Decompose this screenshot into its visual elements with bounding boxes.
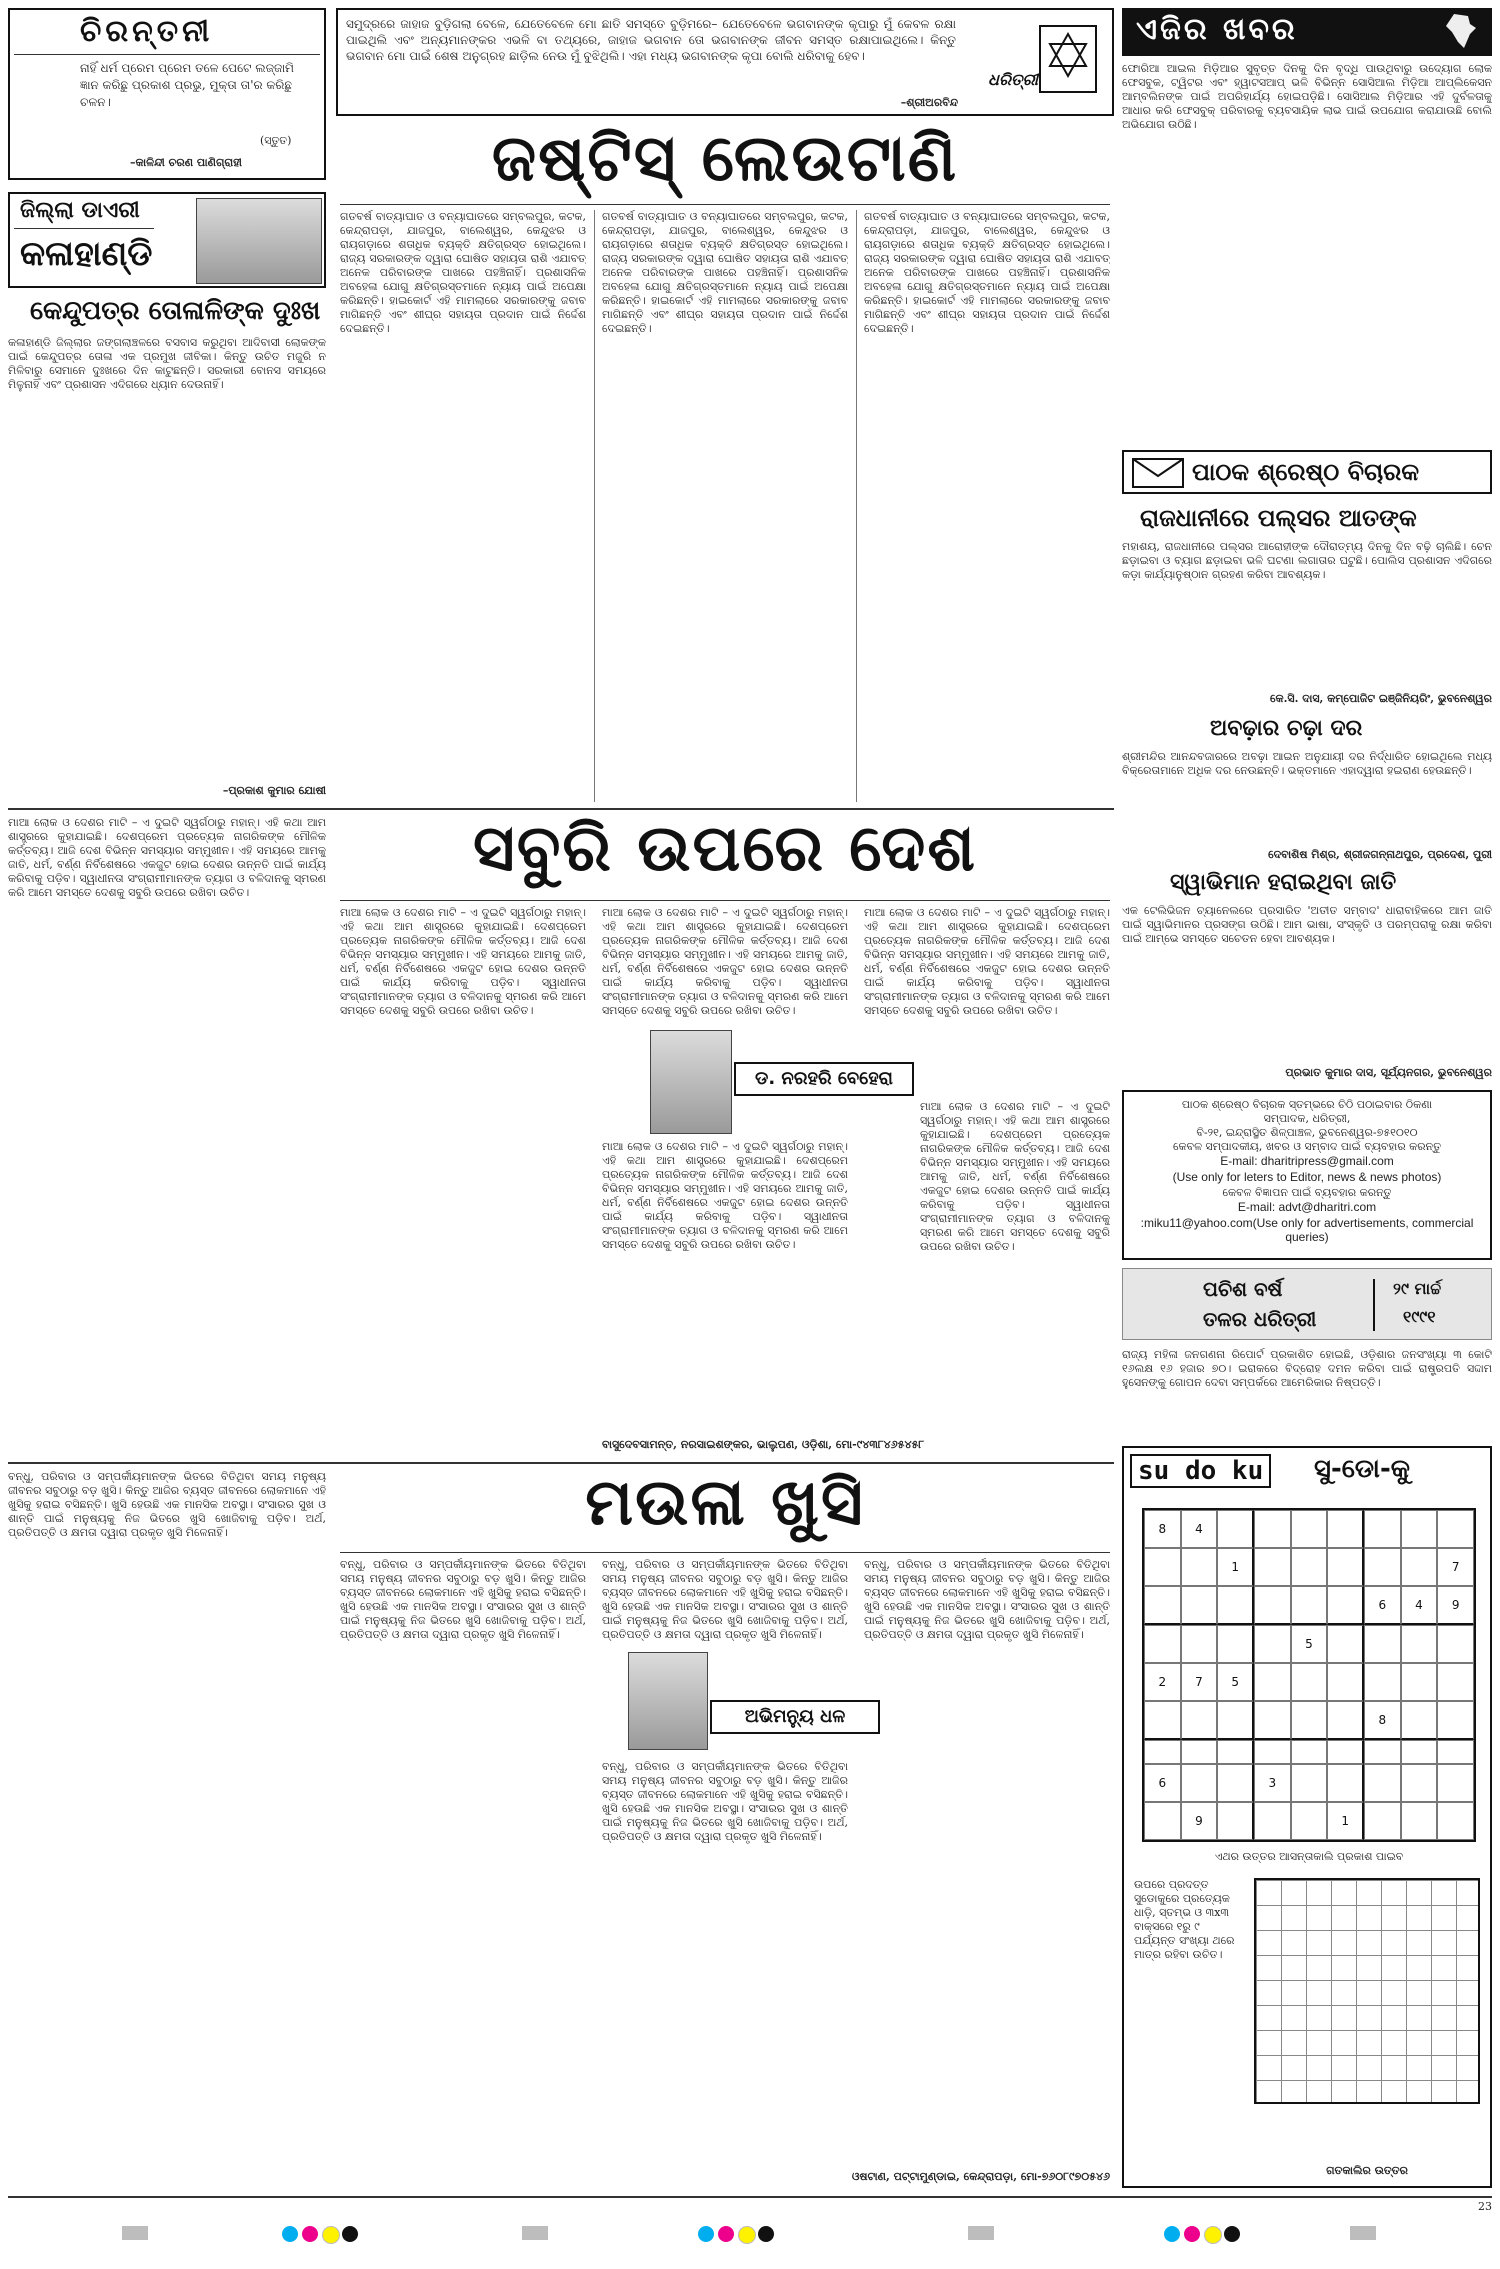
letter3-title: ସ୍ୱାଭିମାନ ହରାଇଥିବା ଜାତି <box>1170 870 1397 895</box>
footer-magenta-dot-2 <box>718 2226 734 2242</box>
footer-yellow-dot-2 <box>738 2226 756 2244</box>
sudoku-cell[interactable] <box>1401 1802 1438 1840</box>
sudoku-cell[interactable] <box>1254 1701 1291 1740</box>
footer-magenta-dot-3 <box>1184 2226 1200 2242</box>
sudoku-cell[interactable] <box>1437 1740 1474 1764</box>
sudoku-caption: ଏଥର ଉତ୍ତର ଆସନ୍ତାକାଲି ପ୍ରକାଶ ପାଇବ <box>1214 1850 1404 1863</box>
sudoku-answer-label: ଗତକାଲିର ଉତ୍ତର <box>1326 2164 1408 2177</box>
sudoku-cell[interactable]: 4 <box>1401 1586 1438 1625</box>
sudoku-cell[interactable] <box>1291 1663 1328 1701</box>
pachisa-banner <box>1122 1268 1492 1340</box>
sudoku-cell[interactable] <box>1217 1625 1254 1663</box>
maula-address: ଓଷଟାଣ, ପଟ୍ଟାମୁଣ୍ଡାଇ, କେନ୍ଦ୍ରାପଡ଼ା, ମୋ-୭୬୦୮୯୭୦୫୪୬ <box>851 2170 1110 2183</box>
footer-cyan-dot-3 <box>1164 2226 1180 2242</box>
sabuji-author-box <box>734 1062 914 1096</box>
sudoku-cell[interactable] <box>1254 1802 1291 1840</box>
sabuji-col-2: ମାଆ ଲୋକ ଓ ଦେଶର ମାଟି – ଏ ଦୁଇଟି ସ୍ୱର୍ଗଠାରୁ ମହାନ୍। ଏହି କଥା ଆମ ଶାସ୍ତ୍ରରେ କୁହାଯାଇଛି। ଦେଶପ୍ରେମ ପ୍ରତ୍ୟେକ ନାଗରିକଙ୍କ ମୌଳିକ କର୍ତ୍ତବ୍ୟ। ଆଜି ଦେଶ ବିଭିନ୍ନ ସମସ୍ୟାର ସମ୍ମୁଖୀନ। ଏହି ସମୟରେ ଆମକୁ ଜାତି, ଧର୍ମ, ବର୍ଣ୍ଣ ନିର୍ବିଶେଷରେ ଏକଜୁଟ ହୋଇ ଦେଶର ଉନ୍ନତି ପାଇଁ କାର୍ଯ୍ୟ କରିବାକୁ ପଡ଼ିବ। ସ୍ୱାଧୀନତା ସଂଗ୍ରାମୀମାନଙ୍କ ତ୍ୟାଗ ଓ ବଳିଦାନକୁ ସ୍ମରଣ କରି ଆମେ ସମସ୍ତେ ଦେଶକୁ ସବୁରି ଉପରେ ରଖିବା ଉଚିତ। <box>340 906 586 1017</box>
sudoku-cell[interactable] <box>1291 1764 1328 1802</box>
footer-black-dot <box>342 2226 358 2242</box>
sudoku-cell[interactable] <box>1327 1701 1364 1740</box>
sudoku-cell[interactable] <box>1401 1740 1438 1764</box>
contact-line-5: କେବଳ ବିଜ୍ଞାପନ ପାଇଁ ବ୍ୟବହାର କରନ୍ତୁ <box>1222 1186 1392 1199</box>
sudoku-cell[interactable] <box>1217 1764 1254 1802</box>
pachisa-divider <box>1373 1279 1375 1331</box>
sudoku-cell[interactable]: 6 <box>1144 1764 1181 1802</box>
sudoku-cell[interactable] <box>1181 1740 1218 1764</box>
sudoku-cell[interactable] <box>1364 1625 1401 1663</box>
sudoku-cell[interactable] <box>1327 1548 1364 1586</box>
footer-grey-block-2 <box>522 2226 548 2240</box>
pathaka-title: ପାଠକ ଶ୍ରେଷ୍ଠ ବିଚାରକ <box>1192 458 1420 486</box>
sudoku-cell[interactable] <box>1401 1625 1438 1663</box>
sudoku-cell[interactable] <box>1437 1764 1474 1802</box>
sudoku-cell[interactable] <box>1217 1510 1254 1548</box>
letter2-title: ଅବଢ଼ାର ଚଢ଼ା ଦର <box>1210 716 1363 741</box>
zilla-diary-author: –ପ୍ରକାଶ କୁମାର ଯୋଷୀ <box>222 784 326 797</box>
footer-grey-block-1 <box>122 2226 148 2240</box>
footer-grey-block-3 <box>968 2226 994 2240</box>
maula-author-name: ଅଭିମନ୍ୟୁ ଧଳ <box>744 1706 846 1727</box>
contact-box <box>1122 1090 1492 1260</box>
contact-line-2: ସମ୍ପାଦକ, ଧରିତ୍ରୀ, <box>1263 1112 1351 1125</box>
sabuji-address: ବାସୁଦେବସାମନ୍ତ, ନରସାଇଶଙ୍କର, ଭାଲୁପଣ, ଓଡ଼ିଶା, ମୋ-୯୪୩୮୪୬୫୪୫୮ <box>602 1438 925 1451</box>
maula-headline: ମଉଳା ଖୁସି <box>585 1466 865 1540</box>
sabuji-col-1: ମାଆ ଲୋକ ଓ ଦେଶର ମାଟି – ଏ ଦୁଇଟି ସ୍ୱର୍ଗଠାରୁ ମହାନ୍। ଏହି କଥା ଆମ ଶାସ୍ତ୍ରରେ କୁହାଯାଇଛି। ଦେଶପ୍ରେମ ପ୍ରତ୍ୟେକ ନାଗରିକଙ୍କ ମୌଳିକ କର୍ତ୍ତବ୍ୟ। ଆଜି ଦେଶ ବିଭିନ୍ନ ସମସ୍ୟାର ସମ୍ମୁଖୀନ। ଏହି ସମୟରେ ଆମକୁ ଜାତି, ଧର୍ମ, ବର୍ଣ୍ଣ ନିର୍ବିଶେଷରେ ଏକଜୁଟ ହୋଇ ଦେଶର ଉନ୍ନତି ପାଇଁ କାର୍ଯ୍ୟ କରିବାକୁ ପଡ଼ିବ। ସ୍ୱାଧୀନତା ସଂଗ୍ରାମୀମାନଙ୍କ ତ୍ୟାଗ ଓ ବଳିଦାନକୁ ସ୍ମରଣ କରି ଆମେ ସମସ୍ତେ ଦେଶକୁ ସବୁରି ଉପରେ ରଖିବା ଉଚିତ। <box>8 816 326 899</box>
sudoku-cell[interactable] <box>1254 1625 1291 1663</box>
sudoku-cell[interactable] <box>1144 1625 1181 1663</box>
sudoku-cell[interactable] <box>1327 1663 1364 1701</box>
sudoku-cell[interactable]: 9 <box>1437 1586 1474 1625</box>
sudoku-cell[interactable] <box>1364 1740 1401 1764</box>
ajira-khabar-text: ଫୋରିଆ ଆଇଲ ମିଡ଼ିଆର ସୁବୃତ୍ତ ଦିନକୁ ଦିନ ବୃଦ୍ଧି ପାଉଥିବାରୁ ଉଦ୍ୟୋଗ ଲୋକ ଫେସବୁକ, ଟ୍ୱିଟର ଏବଂ ହ୍ୱାଟସଆପ୍ ଭଳି ବିଭିନ୍ନ ସୋସିଆଲ ମିଡ଼ିଆ ଆପ୍ଲିକେସନ ଆମ୍ବଲିନଙ୍କ ପାଇଁ ଅପରିହାର୍ଯ୍ୟ ହୋଇପଡ଼ିଛି। ସୋସିଆଲ ମିଡ଼ିଆର ଏହି ଦୁର୍ବଳତାକୁ ଆଧାର କରି ଫେସବୁକ୍ ପରିବାରକୁ ବ୍ୟବସାୟିକ ଲାଭ ପାଇଁ ଉପଯୋଗ କରାଯାଉଛି ବୋଲି ଅଭିଯୋଗ ଉଠିଛି। <box>1122 62 1492 131</box>
top-quote-box <box>336 8 1114 116</box>
footer-black-dot-3 <box>1224 2226 1240 2242</box>
chirantani-author: –କାଳିନ୍ଦୀ ଚରଣ ପାଣିଗ୍ରାହୀ <box>130 156 242 169</box>
pachisa-date-2: ୧୯୯୧ <box>1403 1307 1436 1326</box>
chirantani-title: ଚିରନ୍ତନୀ <box>80 14 214 49</box>
chirantani-text: ନାହିଁ ଧର୍ମ ପ୍ରେମ ପ୍ରେମ ତଳେ ପେଟେ ଲଜ୍ଜାମି ଜ୍ଞାନ କରିଛୁ ପ୍ରକାଶ ପ୍ରଭୁ, ମୁକ୍ତା ତା'ର କରିଛୁ ଚଳନ। <box>80 61 295 109</box>
sudoku-cell[interactable]: 1 <box>1327 1802 1364 1840</box>
sudoku-cell[interactable] <box>1144 1586 1181 1625</box>
sudoku-cell[interactable] <box>1364 1510 1401 1548</box>
justice-col-2: ଗତବର୍ଷ ବାତ୍ୟାଘାତ ଓ ବନ୍ୟାଘାତରେ ସମ୍ବଲପୁର, କଟକ, କେନ୍ଦ୍ରାପଡ଼ା, ଯାଜପୁର, ବାଲେଶ୍ୱର, କେନ୍ଦୁଝର ଓ ରାୟଗଡ଼ାରେ ଶତାଧିକ ବ୍ୟକ୍ତି କ୍ଷତିଗ୍ରସ୍ତ ହୋଇଥିଲେ। ରାଜ୍ୟ ସରକାରଙ୍କ ଦ୍ୱାରା ଘୋଷିତ ସହାୟତା ରାଶି ଏଯାବତ୍ ଅନେକ ପରିବାରଙ୍କ ପାଖରେ ପହଞ୍ଚିନାହିଁ। ପ୍ରଶାସନିକ ଅବହେଳା ଯୋଗୁ କ୍ଷତିଗ୍ରସ୍ତମାନେ ନ୍ୟାୟ ପାଇଁ ଅପେକ୍ଷା କରିଛନ୍ତି। ହାଇକୋର୍ଟ ଏହି ମାମଲାରେ ସରକାରଙ୍କୁ ଜବାବ ମାଗିଛନ୍ତି ଏବଂ ଶୀଘ୍ର ସହାୟତା ପ୍ରଦାନ ପାଇଁ ନିର୍ଦ୍ଦେଶ ଦେଇଛନ୍ତି। <box>602 210 848 335</box>
sabuji-col-3: ମାଆ ଲୋକ ଓ ଦେଶର ମାଟି – ଏ ଦୁଇଟି ସ୍ୱର୍ଗଠାରୁ ମହାନ୍। ଏହି କଥା ଆମ ଶାସ୍ତ୍ରରେ କୁହାଯାଇଛି। ଦେଶପ୍ରେମ ପ୍ରତ୍ୟେକ ନାଗରିକଙ୍କ ମୌଳିକ କର୍ତ୍ତବ୍ୟ। ଆଜି ଦେଶ ବିଭିନ୍ନ ସମସ୍ୟାର ସମ୍ମୁଖୀନ। ଏହି ସମୟରେ ଆମକୁ ଜାତି, ଧର୍ମ, ବର୍ଣ୍ଣ ନିର୍ବିଶେଷରେ ଏକଜୁଟ ହୋଇ ଦେଶର ଉନ୍ନତି ପାଇଁ କାର୍ଯ୍ୟ କରିବାକୁ ପଡ଼ିବ। ସ୍ୱାଧୀନତା ସଂଗ୍ରାମୀମାନଙ୍କ ତ୍ୟାଗ ଓ ବଳିଦାନକୁ ସ୍ମରଣ କରି ଆମେ ସମସ୍ତେ ଦେଶକୁ ସବୁରି ଉପରେ ରଖିବା ଉଚିତ। <box>602 906 848 1017</box>
sudoku-cell[interactable] <box>1291 1586 1328 1625</box>
sudoku-cell[interactable] <box>1327 1740 1364 1764</box>
justice-headline: ଜଷ୍ଟିସ୍ ଲେଉଟାଣି <box>491 122 959 196</box>
sudoku-instructions: ଉପରେ ପ୍ରଦତ୍ତ ସୁଡୋକୁରେ ପ୍ରତ୍ୟେକ ଧାଡ଼ି, ସ୍ତମ୍ଭ ଓ ୩x୩ ବାକ୍ସରେ ୧ରୁ ୯ ପର୍ଯ୍ୟନ୍ତ ସଂଖ୍ୟା ଥରେ ମାତ୍ର ରହିବା ଉଚିତ। <box>1134 1878 1235 1961</box>
letter2-text: ଶ୍ରୀମନ୍ଦିର ଆନନ୍ଦବଜାରରେ ଅବଢ଼ା ଆଇନ ଅନୁଯାୟୀ ଦର ନିର୍ଦ୍ଧାରିତ ହୋଇଥିଲେ ମଧ୍ୟ ବିକ୍ରେତାମାନେ ଅଧିକ ଦର ନେଉଛନ୍ତି। ଭକ୍ତମାନେ ଏହାଦ୍ୱାରା ହଇରାଣ ହେଉଛନ୍ତି। <box>1122 750 1492 777</box>
sudoku-cell[interactable] <box>1327 1510 1364 1548</box>
sabuji-col-3b: ମାଆ ଲୋକ ଓ ଦେଶର ମାଟି – ଏ ଦୁଇଟି ସ୍ୱର୍ଗଠାରୁ ମହାନ୍। ଏହି କଥା ଆମ ଶାସ୍ତ୍ରରେ କୁହାଯାଇଛି। ଦେଶପ୍ରେମ ପ୍ରତ୍ୟେକ ନାଗରିକଙ୍କ ମୌଳିକ କର୍ତ୍ତବ୍ୟ। ଆଜି ଦେଶ ବିଭିନ୍ନ ସମସ୍ୟାର ସମ୍ମୁଖୀନ। ଏହି ସମୟରେ ଆମକୁ ଜାତି, ଧର୍ମ, ବର୍ଣ୍ଣ ନିର୍ବିଶେଷରେ ଏକଜୁଟ ହୋଇ ଦେଶର ଉନ୍ନତି ପାଇଁ କାର୍ଯ୍ୟ କରିବାକୁ ପଡ଼ିବ। ସ୍ୱାଧୀନତା ସଂଗ୍ରାମୀମାନଙ୍କ ତ୍ୟାଗ ଓ ବଳିଦାନକୁ ସ୍ମରଣ କରି ଆମେ ସମସ୍ତେ ଦେଶକୁ ସବୁରି ଉପରେ ରଖିବା ଉଚିତ। <box>602 1140 848 1251</box>
sudoku-cell[interactable] <box>1327 1625 1364 1663</box>
maula-col-4: ବନ୍ଧୁ, ପରିବାର ଓ ସମ୍ପର୍କୀୟମାନଙ୍କ ଭିତରେ ବିତିଥିବା ସମୟ ମନୁଷ୍ୟ ଜୀବନର ସବୁଠାରୁ ବଡ଼ ଖୁସି। କିନ୍ତୁ ଆଜିର ବ୍ୟସ୍ତ ଜୀବନରେ ଲୋକମାନେ ଏହି ଖୁସିକୁ ହରାଇ ବସିଛନ୍ତି। ଖୁସି ହେଉଛି ଏକ ମାନସିକ ଅବସ୍ଥା। ସଂସାରର ସୁଖ ଓ ଶାନ୍ତି ପାଇଁ ମନୁଷ୍ୟକୁ ନିଜ ଭିତରେ ଖୁସି ଖୋଜିବାକୁ ପଡ଼ିବ। ଅର୍ଥ, ପ୍ରତିପତ୍ତି ଓ କ୍ଷମତା ଦ୍ୱାରା ପ୍ରକୃତ ଖୁସି ମିଳେନାହିଁ। <box>864 1558 1110 1641</box>
sudoku-cell[interactable] <box>1254 1510 1291 1548</box>
sudoku-cell[interactable] <box>1291 1802 1328 1840</box>
sudoku-cell[interactable]: 7 <box>1181 1663 1218 1701</box>
sudoku-title-or: ସୁ-ଡୋ-କୁ <box>1314 1454 1410 1484</box>
sudoku-cell[interactable]: 2 <box>1144 1663 1181 1701</box>
sudoku-cell[interactable] <box>1144 1548 1181 1586</box>
temple-photo <box>196 198 322 284</box>
chirantani-source: (ସ୍ତୁତ) <box>260 134 292 147</box>
zilla-diary-title: ଜିଲ୍ଲା ଡାଏରୀ <box>20 198 140 223</box>
sudoku-cell[interactable] <box>1217 1740 1254 1764</box>
sudoku-cell[interactable] <box>1437 1701 1474 1740</box>
sudoku-cell[interactable] <box>1401 1764 1438 1802</box>
sudoku-cell[interactable]: 9 <box>1181 1802 1218 1840</box>
sudoku-cell[interactable]: 5 <box>1217 1663 1254 1701</box>
sudoku-cell[interactable] <box>1291 1701 1328 1740</box>
sudoku-cell[interactable] <box>1437 1663 1474 1701</box>
sabuji-author-photo <box>650 1030 732 1134</box>
footer-magenta-dot <box>302 2226 318 2242</box>
sudoku-cell[interactable] <box>1254 1586 1291 1625</box>
sudoku-cell[interactable] <box>1364 1802 1401 1840</box>
sabuji-headline: ସବୁରି ଉପରେ ଦେଶ <box>473 812 977 886</box>
contact-email-2[interactable]: E-mail: advt@dharitri.com <box>1237 1200 1377 1214</box>
sudoku-cell[interactable] <box>1181 1625 1218 1663</box>
pachisa-title-1: ପଚିଶ ବର୍ଷ <box>1203 1277 1283 1301</box>
sudoku-cell[interactable] <box>1437 1510 1474 1548</box>
sudoku-cell[interactable]: 3 <box>1254 1764 1291 1802</box>
letter1-text: ମହାଶୟ, ରାଜଧାନୀରେ ପଲ୍ସର ଆରୋହୀଙ୍କ ଦୌରାତ୍ମ୍ୟ ଦିନକୁ ଦିନ ବଢ଼ି ଚାଲିଛି। ଚେନ ଛଡ଼ାଇବା ଓ ବ୍ୟାଗ ଛଡ଼ାଇବା ଭଳି ଘଟଣା ଲଗାତାର ଘଟୁଛି। ପୋଲିସ ପ୍ରଶାସନ ଏଦିଗରେ କଡ଼ା କାର୍ଯ୍ୟାନୁଷ୍ଠାନ ଗ୍ରହଣ କରିବା ଆବଶ୍ୟକ। <box>1122 540 1492 581</box>
sudoku-cell[interactable] <box>1217 1701 1254 1740</box>
sabuji-author-name: ଡ. ନରହରି ବେହେରା <box>754 1068 893 1089</box>
justice-rule <box>340 204 1110 205</box>
contact-email-3[interactable]: :miku11@yahoo.com(Use only for advertisements, commercial queries) <box>1140 1216 1474 1244</box>
zilla-diary-divider <box>14 228 154 229</box>
sudoku-cell[interactable] <box>1217 1802 1254 1840</box>
sudoku-cell[interactable] <box>1364 1764 1401 1802</box>
footer-cyan-dot-2 <box>698 2226 714 2242</box>
top-quote-author: –ଶ୍ରୀଅରବିନ୍ଦ <box>900 96 958 109</box>
sabuji-top-rule <box>8 808 1114 810</box>
pachisa-text: ରାଜ୍ୟ ମହିଳା ଜନଗଣନା ରିପୋର୍ଟ ପ୍ରକାଶିତ ହୋଇଛି, ଓଡ଼ିଶାର ଜନସଂଖ୍ୟା ୩ କୋଟି ୧୬ଲକ୍ଷ ୧୬ ହଜାର ୭୦। ଇରାକରେ ବିଦ୍ରୋହ ଦମନ କରିବା ପାଇଁ ରାଷ୍ଟ୍ରପତି ସଦ୍ଦାମ ହୁସେନଙ୍କୁ ଗୋପନ ଦେବା ସମ୍ପର୍କରେ ଆମେରିକାର ନିଷ୍ପତ୍ତି। <box>1122 1348 1492 1389</box>
sudoku-cell[interactable] <box>1181 1548 1218 1586</box>
sudoku-cell[interactable] <box>1144 1701 1181 1740</box>
footer-grey-block-4 <box>1350 2226 1376 2240</box>
sudoku-grid <box>1142 1508 1476 1842</box>
sudoku-cell[interactable] <box>1401 1510 1438 1548</box>
sudoku-cell[interactable] <box>1327 1586 1364 1625</box>
pachisa-date-1: ୨୯ ମାର୍ଚ୍ଚ <box>1393 1279 1442 1298</box>
chirantani-box <box>8 8 326 180</box>
sudoku-cell[interactable]: 8 <box>1364 1701 1401 1740</box>
maula-col-3: ବନ୍ଧୁ, ପରିବାର ଓ ସମ୍ପର୍କୀୟମାନଙ୍କ ଭିତରେ ବିତିଥିବା ସମୟ ମନୁଷ୍ୟ ଜୀବନର ସବୁଠାରୁ ବଡ଼ ଖୁସି। କିନ୍ତୁ ଆଜିର ବ୍ୟସ୍ତ ଜୀବନରେ ଲୋକମାନେ ଏହି ଖୁସିକୁ ହରାଇ ବସିଛନ୍ତି। ଖୁସି ହେଉଛି ଏକ ମାନସିକ ଅବସ୍ଥା। ସଂସାରର ସୁଖ ଓ ଶାନ୍ତି ପାଇଁ ମନୁଷ୍ୟକୁ ନିଜ ଭିତରେ ଖୁସି ଖୋଜିବାକୁ ପଡ଼ିବ। ଅର୍ଥ, ପ୍ରତିପତ୍ତି ଓ କ୍ଷମତା ଦ୍ୱାରା ପ୍ରକୃତ ଖୁସି ମିଳେନାହିଁ। <box>602 1558 848 1641</box>
sudoku-cell[interactable] <box>1181 1586 1218 1625</box>
sudoku-cell[interactable] <box>1217 1586 1254 1625</box>
sabuji-col-4b: ମାଆ ଲୋକ ଓ ଦେଶର ମାଟି – ଏ ଦୁଇଟି ସ୍ୱର୍ଗଠାରୁ ମହାନ୍। ଏହି କଥା ଆମ ଶାସ୍ତ୍ରରେ କୁହାଯାଇଛି। ଦେଶପ୍ରେମ ପ୍ରତ୍ୟେକ ନାଗରିକଙ୍କ ମୌଳିକ କର୍ତ୍ତବ୍ୟ। ଆଜି ଦେଶ ବିଭିନ୍ନ ସମସ୍ୟାର ସମ୍ମୁଖୀନ। ଏହି ସମୟରେ ଆମକୁ ଜାତି, ଧର୍ମ, ବର୍ଣ୍ଣ ନିର୍ବିଶେଷରେ ଏକଜୁଟ ହୋଇ ଦେଶର ଉନ୍ନତି ପାଇଁ କାର୍ଯ୍ୟ କରିବାକୁ ପଡ଼ିବ। ସ୍ୱାଧୀନତା ସଂଗ୍ରାମୀମାନଙ୍କ ତ୍ୟାଗ ଓ ବଳିଦାନକୁ ସ୍ମରଣ କରି ଆମେ ସମସ୍ତେ ଦେଶକୁ ସବୁରି ଉପରେ ରଖିବା ଉଚିତ। <box>920 1100 1110 1253</box>
top-quote-text: ସମୁଦ୍ରରେ ଜାହାଜ ବୁଡ଼ିଗଲା ବେଳେ, ଯେତେବେଳେ ମୋ ଛାତି ସମସ୍ତେ ବୁଡ଼ିମରେ– ଯେତେବେଳେ ଭଗବାନଙ୍କ କୃପାରୁ ମୁଁ କେବଳ ରକ୍ଷା ପାଇଥିଲି ଏବଂ ଅନ୍ୟମାନଙ୍କର ଏଭଳି ବା ତଥ୍ୟରେ, ଜାହାଜ ଭଗବାନ ତୋ ଭଗବାନଙ୍କ ଜୀବନ ସମସ୍ତ ରକ୍ଷାପାଇଥିଲେ। କିନ୍ତୁ ଭଗବାନ ମୋ ପାଇଁ ଶେଷ ଅନୁଗ୍ରହ ଛାଡ଼ିଲ ନେଉ ମୁଁ ବୁଝିଥିଲି। ଏହା ମଧ୍ୟ ଭଗବାନଙ୍କ କୃପା ବୋଲି ଧରିବାକୁ ହେବ। <box>346 17 956 63</box>
sudoku-cell[interactable]: 7 <box>1437 1548 1474 1586</box>
maula-top-rule <box>8 1462 1114 1464</box>
sudoku-cell[interactable]: 4 <box>1181 1510 1218 1548</box>
letter3-author: ପ୍ରଭାତ କୁମାର ଦାସ, ସୂର୍ଯ୍ୟନଗର, ଭୁବନେଶ୍ୱର <box>1285 1066 1492 1079</box>
page-number: 23 <box>1478 2200 1492 2213</box>
envelope-icon <box>1132 458 1184 488</box>
ajira-khabar-banner <box>1122 8 1492 56</box>
letter1-title: ରାଜଧାନୀରେ ପଲ୍ସର ଆତଙ୍କ <box>1140 504 1417 532</box>
sudoku-cell[interactable] <box>1401 1701 1438 1740</box>
sudoku-cell[interactable] <box>1364 1548 1401 1586</box>
maula-author-box <box>710 1700 880 1734</box>
ajira-khabar-title: ଏଜିର ଖବର <box>1136 12 1298 47</box>
sudoku-cell[interactable] <box>1364 1663 1401 1701</box>
footer-yellow-dot <box>322 2226 340 2244</box>
zilla-diary-header <box>8 192 326 288</box>
maula-author-photo <box>628 1652 708 1750</box>
sudoku-cell[interactable] <box>1291 1548 1328 1586</box>
sudoku-cell[interactable] <box>1401 1548 1438 1586</box>
sudoku-title-en: su do ku <box>1130 1454 1271 1488</box>
sudoku-cell[interactable]: 6 <box>1364 1586 1401 1625</box>
letter2-author: ଦେବାଶିଷ ମିଶ୍ର, ଶ୍ରୀଜଗନ୍ନାଥପୁର, ପ୍ରଦେଶ, ପୁରୀ <box>1268 848 1492 861</box>
maula-col-3b: ବନ୍ଧୁ, ପରିବାର ଓ ସମ୍ପର୍କୀୟମାନଙ୍କ ଭିତରେ ବିତିଥିବା ସମୟ ମନୁଷ୍ୟ ଜୀବନର ସବୁଠାରୁ ବଡ଼ ଖୁସି। କିନ୍ତୁ ଆଜିର ବ୍ୟସ୍ତ ଜୀବନରେ ଲୋକମାନେ ଏହି ଖୁସିକୁ ହରାଇ ବସିଛନ୍ତି। ଖୁସି ହେଉଛି ଏକ ମାନସିକ ଅବସ୍ଥା। ସଂସାରର ସୁଖ ଓ ଶାନ୍ତି ପାଇଁ ମନୁଷ୍ୟକୁ ନିଜ ଭିତରେ ଖୁସି ଖୋଜିବାକୁ ପଡ଼ିବ। ଅର୍ଥ, ପ୍ରତିପତ୍ତି ଓ କ୍ଷମତା ଦ୍ୱାରା ପ୍ରକୃତ ଖୁସି ମିଳେନାହିଁ। <box>602 1760 848 1843</box>
sudoku-cell[interactable]: 1 <box>1217 1548 1254 1586</box>
zilla-district-name: କଳାହାଣ୍ଡି <box>20 234 153 274</box>
footer-cyan-dot <box>282 2226 298 2242</box>
footer-rule <box>8 2196 1492 2198</box>
sudoku-cell[interactable] <box>1437 1802 1474 1840</box>
sudoku-cell[interactable] <box>1437 1625 1474 1663</box>
star-emblem-icon <box>1038 24 1098 94</box>
sudoku-cell[interactable] <box>1181 1764 1218 1802</box>
chirantani-divider <box>14 54 320 55</box>
sabuji-rule <box>340 900 1110 901</box>
sudoku-cell[interactable]: 8 <box>1144 1510 1181 1548</box>
zilla-diary-text: କଳାହାଣ୍ଡି ଜିଲ୍ଲାର ଜଙ୍ଗଲାଞ୍ଚଳରେ ବସବାସ କରୁଥିବା ଆଦିବାସୀ ଲୋକଙ୍କ ପାଇଁ କେନ୍ଦୁପତ୍ର ତୋଳା ଏକ ପ୍ରମୁଖ ଜୀବିକା। କିନ୍ତୁ ଉଚିତ ମଜୁରି ନ ମିଳିବାରୁ ସେମାନେ ଦୁଃଖରେ ଦିନ କାଟୁଛନ୍ତି। ସରକାରୀ ବୋନସ ସମୟରେ ମିଳୁନାହିଁ ଏବଂ ପ୍ରଶାସନ ଏଦିଗରେ ଧ୍ୟାନ ଦେଉନାହିଁ। <box>8 336 326 391</box>
india-map-icon <box>1440 12 1480 52</box>
maula-rule <box>340 1552 1110 1553</box>
maula-col-2: ବନ୍ଧୁ, ପରିବାର ଓ ସମ୍ପର୍କୀୟମାନଙ୍କ ଭିତରେ ବିତିଥିବା ସମୟ ମନୁଷ୍ୟ ଜୀବନର ସବୁଠାରୁ ବଡ଼ ଖୁସି। କିନ୍ତୁ ଆଜିର ବ୍ୟସ୍ତ ଜୀବନରେ ଲୋକମାନେ ଏହି ଖୁସିକୁ ହରାଇ ବସିଛନ୍ତି। ଖୁସି ହେଉଛି ଏକ ମାନସିକ ଅବସ୍ଥା। ସଂସାରର ସୁଖ ଓ ଶାନ୍ତି ପାଇଁ ମନୁଷ୍ୟକୁ ନିଜ ଭିତରେ ଖୁସି ଖୋଜିବାକୁ ପଡ଼ିବ। ଅର୍ଥ, ପ୍ରତିପତ୍ତି ଓ କ୍ଷମତା ଦ୍ୱାରା ପ୍ରକୃତ ଖୁସି ମିଳେନାହିଁ। <box>340 1558 586 1641</box>
maula-col-1: ବନ୍ଧୁ, ପରିବାର ଓ ସମ୍ପର୍କୀୟମାନଙ୍କ ଭିତରେ ବିତିଥିବା ସମୟ ମନୁଷ୍ୟ ଜୀବନର ସବୁଠାରୁ ବଡ଼ ଖୁସି। କିନ୍ତୁ ଆଜିର ବ୍ୟସ୍ତ ଜୀବନରେ ଲୋକମାନେ ଏହି ଖୁସିକୁ ହରାଇ ବସିଛନ୍ତି। ଖୁସି ହେଉଛି ଏକ ମାନସିକ ଅବସ୍ଥା। ସଂସାରର ସୁଖ ଓ ଶାନ୍ତି ପାଇଁ ମନୁଷ୍ୟକୁ ନିଜ ଭିତରେ ଖୁସି ଖୋଜିବାକୁ ପଡ଼ିବ। ଅର୍ଥ, ପ୍ରତିପତ୍ତି ଓ କ୍ଷମତା ଦ୍ୱାରା ପ୍ରକୃତ ଖୁସି ମିଳେନାହିଁ। <box>8 1470 326 1539</box>
contact-email-1-note: (Use only for leters to Editor, news & news photos) <box>1172 1170 1442 1184</box>
letter3-text: ଏକ ଟେଲିଭିଜନ ଚ୍ୟାନେଲରେ ପ୍ରସାରିତ 'ଅତୀତ ସମ୍ବାଦ' ଧାରାବାହିକରେ ଆମ ଜାତି ପାଇଁ ସ୍ୱାଭିମାନର ପ୍ରସଙ୍ଗ ଉଠିଛି। ଆମ ଭାଷା, ସଂସ୍କୃତି ଓ ପରମ୍ପରାକୁ ରକ୍ଷା କରିବା ପାଇଁ ଆମ୍ଭେ ସମସ୍ତେ ସଚେତନ ହେବା ଆବଶ୍ୟକ। <box>1122 904 1492 945</box>
sabuji-col-4: ମାଆ ଲୋକ ଓ ଦେଶର ମାଟି – ଏ ଦୁଇଟି ସ୍ୱର୍ଗଠାରୁ ମହାନ୍। ଏହି କଥା ଆମ ଶାସ୍ତ୍ରରେ କୁହାଯାଇଛି। ଦେଶପ୍ରେମ ପ୍ରତ୍ୟେକ ନାଗରିକଙ୍କ ମୌଳିକ କର୍ତ୍ତବ୍ୟ। ଆଜି ଦେଶ ବିଭିନ୍ନ ସମସ୍ୟାର ସମ୍ମୁଖୀନ। ଏହି ସମୟରେ ଆମକୁ ଜାତି, ଧର୍ମ, ବର୍ଣ୍ଣ ନିର୍ବିଶେଷରେ ଏକଜୁଟ ହୋଇ ଦେଶର ଉନ୍ନତି ପାଇଁ କାର୍ଯ୍ୟ କରିବାକୁ ପଡ଼ିବ। ସ୍ୱାଧୀନତା ସଂଗ୍ରାମୀମାନଙ୍କ ତ୍ୟାଗ ଓ ବଳିଦାନକୁ ସ୍ମରଣ କରି ଆମେ ସମସ୍ତେ ଦେଶକୁ ସବୁରି ଉପରେ ରଖିବା ଉଚିତ। <box>864 906 1110 1017</box>
contact-email-1[interactable]: E-mail: dharitripress@gmail.com <box>1220 1154 1394 1168</box>
sudoku-answer-grid <box>1254 1878 1480 2104</box>
justice-col-divider-2 <box>856 210 857 802</box>
justice-col-divider-1 <box>594 210 595 802</box>
sudoku-cell[interactable] <box>1254 1663 1291 1701</box>
footer-black-dot-2 <box>758 2226 774 2242</box>
justice-col-1: ଗତବର୍ଷ ବାତ୍ୟାଘାତ ଓ ବନ୍ୟାଘାତରେ ସମ୍ବଲପୁର, କଟକ, କେନ୍ଦ୍ରାପଡ଼ା, ଯାଜପୁର, ବାଲେଶ୍ୱର, କେନ୍ଦୁଝର ଓ ରାୟଗଡ଼ାରେ ଶତାଧିକ ବ୍ୟକ୍ତି କ୍ଷତିଗ୍ରସ୍ତ ହୋଇଥିଲେ। ରାଜ୍ୟ ସରକାରଙ୍କ ଦ୍ୱାରା ଘୋଷିତ ସହାୟତା ରାଶି ଏଯାବତ୍ ଅନେକ ପରିବାରଙ୍କ ପାଖରେ ପହଞ୍ଚିନାହିଁ। ପ୍ରଶାସନିକ ଅବହେଳା ଯୋଗୁ କ୍ଷତିଗ୍ରସ୍ତମାନେ ନ୍ୟାୟ ପାଇଁ ଅପେକ୍ଷା କରିଛନ୍ତି। ହାଇକୋର୍ଟ ଏହି ମାମଲାରେ ସରକାରଙ୍କୁ ଜବାବ ମାଗିଛନ୍ତି ଏବଂ ଶୀଘ୍ର ସହାୟତା ପ୍ରଦାନ ପାଇଁ ନିର୍ଦ୍ଦେଶ ଦେଇଛନ୍ତି। <box>340 210 586 335</box>
sudoku-cell[interactable] <box>1327 1764 1364 1802</box>
sudoku-cell[interactable] <box>1254 1740 1291 1764</box>
sudoku-cell[interactable]: 5 <box>1291 1625 1328 1663</box>
zilla-diary-headline: କେନ୍ଦୁପତ୍ର ତୋଳାଳିଙ୍କ ଦୁଃଖ <box>30 296 321 326</box>
pathaka-banner <box>1122 450 1492 494</box>
sudoku-cell[interactable] <box>1144 1740 1181 1764</box>
contact-line-1: ପାଠକ ଶ୍ରେଷ୍ଠ ବିଚାରକ ସ୍ତମ୍ଭରେ ଚିଠି ପଠାଇବାର ଠିକଣା <box>1181 1098 1433 1111</box>
contact-line-4: କେବଳ ସମ୍ପାଦକୀୟ, ଖବର ଓ ସମ୍ବାଦ ପାଇଁ ବ୍ୟବହାର କରନ୍ତୁ <box>1172 1140 1442 1153</box>
sudoku-cell[interactable] <box>1291 1510 1328 1548</box>
contact-line-3: ବି-୨୧, ଇନ୍ଦ୍ରାସ୍ଥିତ ଶିଳ୍ପାଞ୍ଚଳ, ଭୁବନେଶ୍ୱର-୭୫୧୦୧୦ <box>1196 1126 1418 1139</box>
justice-col-3: ଗତବର୍ଷ ବାତ୍ୟାଘାତ ଓ ବନ୍ୟାଘାତରେ ସମ୍ବଲପୁର, କଟକ, କେନ୍ଦ୍ରାପଡ଼ା, ଯାଜପୁର, ବାଲେଶ୍ୱର, କେନ୍ଦୁଝର ଓ ରାୟଗଡ଼ାରେ ଶତାଧିକ ବ୍ୟକ୍ତି କ୍ଷତିଗ୍ରସ୍ତ ହୋଇଥିଲେ। ରାଜ୍ୟ ସରକାରଙ୍କ ଦ୍ୱାରା ଘୋଷିତ ସହାୟତା ରାଶି ଏଯାବତ୍ ଅନେକ ପରିବାରଙ୍କ ପାଖରେ ପହଞ୍ଚିନାହିଁ। ପ୍ରଶାସନିକ ଅବହେଳା ଯୋଗୁ କ୍ଷତିଗ୍ରସ୍ତମାନେ ନ୍ୟାୟ ପାଇଁ ଅପେକ୍ଷା କରିଛନ୍ତି। ହାଇକୋର୍ଟ ଏହି ମାମଲାରେ ସରକାରଙ୍କୁ ଜବାବ ମାଗିଛନ୍ତି ଏବଂ ଶୀଘ୍ର ସହାୟତା ପ୍ରଦାନ ପାଇଁ ନିର୍ଦ୍ଦେଶ ଦେଇଛନ୍ତି। <box>864 210 1110 335</box>
dharitri-logo-text: ଧରିତ୍ରୀ <box>988 70 1038 89</box>
sudoku-cell[interactable] <box>1254 1548 1291 1586</box>
sudoku-cell[interactable] <box>1144 1802 1181 1840</box>
sudoku-cell[interactable] <box>1181 1701 1218 1740</box>
letter1-author: କେ.ସି. ଦାସ, କମ୍ପୋଜିଟ ଇଞ୍ଜିନିୟରିଂ, ଭୁବନେଶ୍ୱର <box>1269 692 1492 705</box>
footer-yellow-dot-3 <box>1204 2226 1222 2244</box>
pachisa-title-2: ତଳର ଧରିତ୍ରୀ <box>1203 1307 1317 1331</box>
sudoku-cell[interactable] <box>1401 1663 1438 1701</box>
sudoku-cell[interactable] <box>1291 1740 1328 1764</box>
sudoku-box <box>1122 1446 1492 2188</box>
